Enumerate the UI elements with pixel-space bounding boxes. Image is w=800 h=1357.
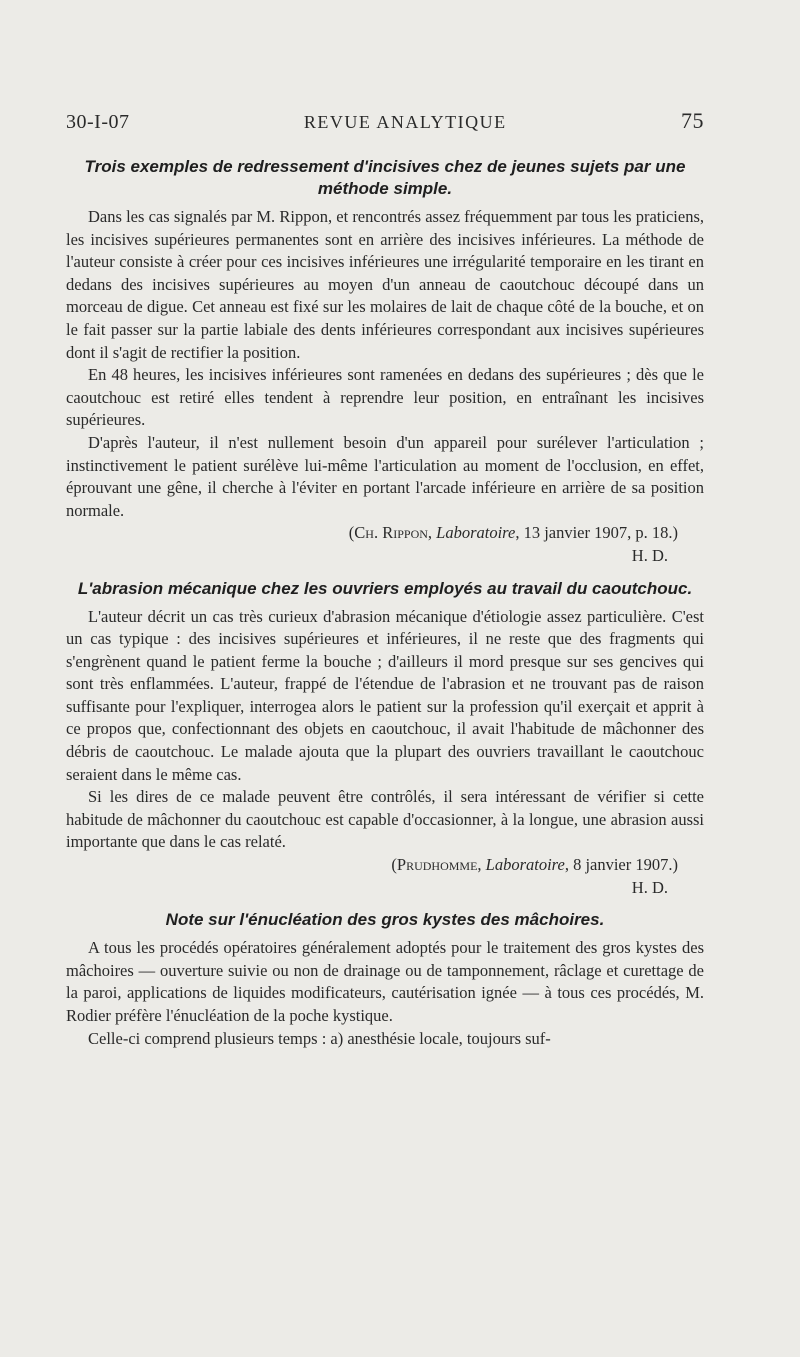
citation-journal: Laboratoire (485, 855, 565, 875)
article-paragraph: D'après l'auteur, il n'est nullement besoin d'un appareil pour surélever l'articulation ; instinctivement le patient surélève lui-même l'articulation au moment de l'occlusion, en effet, éprouvant une gêne, il cherche à l'éviter en portant l'arcade inférieure en arrière de sa position normale. (66, 432, 704, 520)
article-paragraph: Celle-ci comprend plusieurs temps : a) anesthésie locale, toujours suf- (88, 1028, 551, 1048)
citation-details: , 8 janvier 1907.) (564, 855, 678, 875)
article-paragraph: L'auteur décrit un cas très curieux d'abrasion mécanique d'étiologie assez particulière. C'est un cas typique : des incisives supérieures et inférieures, il ne reste que des fragments qui s'engrènent quand le patient ferme la bouche ; d'ailleurs il mord presque sur ses gencives qui sont très enflammées. L'auteur, frappé de l'étendue de l'abrasion et ne trouvant pas de raison suffisante pour l'expliquer, interrogea alors le patient sur la profession qu'il exerçait et apprit à ce propos que, confectionnant des objets en caoutchouc, il avait l'habitude de mâchonner des débris de caoutchouc. Le malade ajouta que la plupart des ouvriers travaillant le caoutchouc seraient dans le même cas. (66, 606, 704, 784)
citation-journal: Laboratoire (436, 523, 516, 543)
journal-title: REVUE ANALYTIQUE (303, 112, 507, 132)
citation (66, 854, 704, 877)
running-header (66, 108, 704, 134)
article-abrasion (66, 578, 704, 900)
article-title: Trois exemples de redressement d'incisives chez de jeunes sujets par une méthode simple. (84, 157, 686, 198)
author-initials: H. D. (631, 877, 668, 897)
author-initials: H. D. (631, 545, 668, 565)
article-paragraph: A tous les procédés opératoires généralement adoptés pour le traitement des gros kystes des mâchoires — ouverture suivie ou non de drainage ou de tamponnement, râclage et curettage de la paroi, applications de liquides modificateurs, cautérisation ignée — à tous ces procédés, M. Rodier préfère l'énucléation de la poche kystique. (66, 938, 704, 1025)
article-paragraph: Dans les cas signalés par M. Rippon, et rencontrés assez fréquemment par tous les praticiens, les incisives supérieures permanentes sont en arrière des incisives inférieures. La méthode de l'auteur consiste à créer pour ces incisives inférieures une irrégularité temporaire en les tirant en dedans des incisives supérieures au moyen d'un anneau de caoutchouc découpé dans un morceau de digue. Cet anneau est fixé sur les molaires de lait de chaque côté de la bouche, et on le fait passer sur la partie labiale des dents inférieures correspondant aux incisives supérieures dont il s'agit de rectifier la position. (66, 207, 704, 362)
citation-details: , 13 janvier 1907, p. 18.) (515, 523, 678, 543)
article-kystes (66, 909, 704, 1050)
article-title: Note sur l'énucléation des gros kystes des mâchoires. (165, 910, 605, 930)
citation (66, 522, 704, 545)
citation-open: ( (391, 855, 397, 875)
citation-open: ( (348, 523, 355, 543)
article-paragraph: Si les dires de ce malade peuvent être contrôlés, il sera intéressant de vérifier si cette habitude de mâchonner du caoutchouc est capable d'occasionner, à la longue, une abrasion aussi importante que dans le cas relaté. (66, 787, 704, 852)
citation-separator: , (427, 523, 437, 543)
article-paragraph: En 48 heures, les incisives inférieures sont ramenées en dedans des supérieures ; dès que le caoutchouc est retiré elles tendent à reprendre leur position, en entraînant les incisives supérieures. (66, 365, 704, 430)
citation-separator: , (477, 855, 486, 875)
citation-author: Prudhomme (396, 855, 478, 875)
article-incisives (66, 156, 704, 568)
article-title: L'abrasion mécanique chez les ouvriers employés au travail du caoutchouc. (77, 578, 693, 598)
page-number: 75 (680, 108, 704, 133)
citation-author: Ch. Rippon (354, 523, 428, 543)
header-date: 30-I-07 (66, 111, 130, 133)
